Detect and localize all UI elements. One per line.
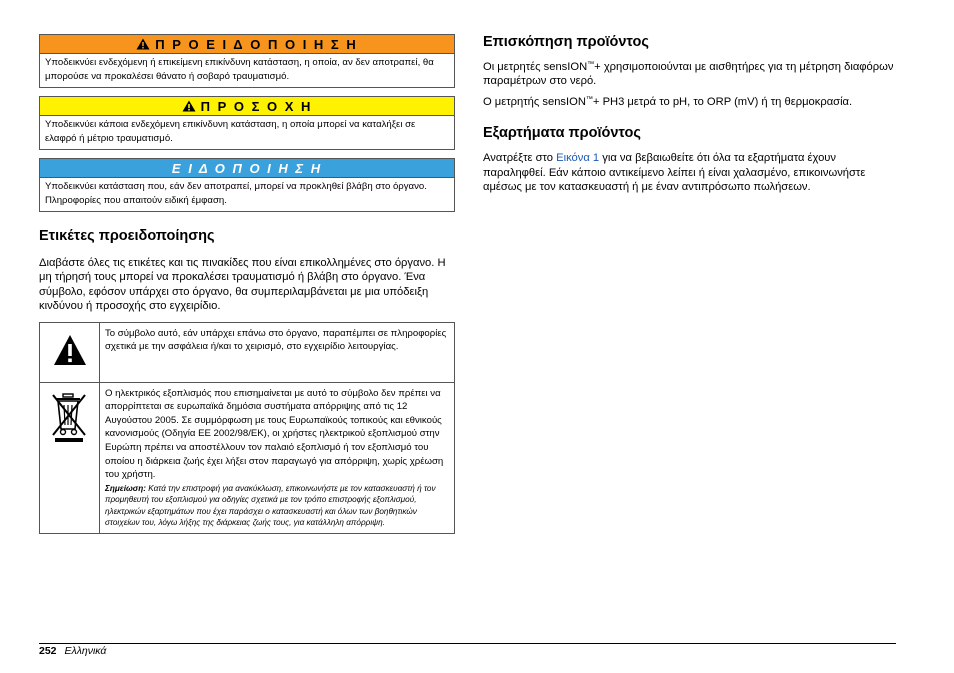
symbol-cell xyxy=(40,322,100,382)
components-heading: Εξαρτήματα προϊόντος xyxy=(483,125,641,142)
trademark-mark: ™ xyxy=(585,95,593,103)
symbol-table xyxy=(39,322,455,534)
danger-alert xyxy=(39,34,455,88)
danger-alert-header xyxy=(40,35,454,54)
components-paragraph xyxy=(483,151,899,194)
note-text: Κατά την επιστροφή για ανακύκλωση, επικοινωνήστε με τον κατασκευαστή ή τον προμηθευτή του εξοπλισμού για οδηγίες σχετικά με τον τρόπο επιστροφής εξοπλισμού, ηλεκτρικών εξαρτημάτων που έχει παράσχει ο κατασκευαστή και όλων των βοηθητικών στοιχείων του, λόγω λήξης της διάρκειας ζωής τους, για κατάλληλη απόρριψη. xyxy=(105,483,436,528)
weee-note xyxy=(105,483,449,529)
danger-alert-title: Π Ρ Ο Ε Ι Δ Ο Π Ο Ι Η Σ Η xyxy=(155,36,358,52)
notice-alert-title: Ε Ι Δ Ο Π Ο Ι Η Σ Η xyxy=(171,160,323,176)
overview-p2-text-cont: + PH3 μετρά το pH, το ORP (mV) ή τη θερμοκρασία. xyxy=(592,95,853,108)
page-number: 252 xyxy=(39,645,57,657)
symbol-cell xyxy=(40,382,100,533)
labels-heading: Ετικέτες προειδοποίησης xyxy=(39,228,215,244)
overview-p1-text: Οι μετρητές sensION xyxy=(483,61,588,73)
components-text: Ανατρέξτε στο xyxy=(483,152,557,165)
warning-triangle-icon xyxy=(136,38,150,50)
weee-text: Ο ηλεκτρικός εξοπλισμός που επισημαίνεται με αυτό το σύμβολο δεν πρέπει να απορρίπτεται σε ευρωπαϊκά δημόσια συστήματα απόρριψης από τις 12 Αυγούστου 2005. Σε συμμόρφωση με τους Ευρωπαϊκούς τοπικούς και εθνικούς κανονισμούς (Οδηγία ΕΕ 2002/98/ΕΚ), οι χρήστες ηλεκτρικού εξοπλισμού στην Ευρώπη πρέπει να αποστέλλουν τον παλαιό εξοπλισμό ή τον εξοπλισμό του οποίου η διάρκεια ζωής έχει λήξει στον παραγωγό για απόρριψη, χωρίς χρέωση του χρήστη. xyxy=(105,387,444,481)
notice-alert-header xyxy=(40,159,454,178)
caution-alert-header xyxy=(40,97,454,116)
warning-triangle-icon xyxy=(182,100,196,112)
trademark-mark: ™ xyxy=(587,61,595,68)
note-label: Σημείωση: xyxy=(105,483,146,493)
table-row xyxy=(40,382,455,533)
table-row xyxy=(40,322,455,382)
figure-link[interactable]: Εικόνα 1 xyxy=(556,152,600,165)
page-footer xyxy=(39,645,106,657)
labels-paragraph: Διαβάστε όλες τις ετικέτες και τις πινακίδες που είναι επικολλημένες στο όργανο. Η μη τήρησή τους μπορεί να προκαλέσει τραυματισμό ή βλάβη στο όργανο. Ένα σύμβολο, εφόσον υπάρχει στο όργανο, θα συμπεριλαμβάνεται με μια υπόδειξη κινδύνου ή προσοχής στο εγχειρίδιο. xyxy=(39,257,446,313)
warning-triangle-icon xyxy=(53,334,87,366)
weee-description xyxy=(100,382,455,533)
footer-language: Ελληνικά xyxy=(64,645,107,657)
overview-heading: Επισκόπηση προϊόντος xyxy=(483,34,649,50)
overview-p1-text-cont: + χρησιμοποιούνται με αισθητήρες για τη μέτρηση διαφόρων παραμέτρων στο νερό. xyxy=(483,61,894,88)
overview-paragraph-1 xyxy=(483,60,899,89)
caution-alert-text: Υποδεικνύει κάποια ενδεχόμενη επικίνδυνη κατάσταση, η οποία μπορεί να καταλήξει σε ελαφρό ή μέτριο τραυματισμό. xyxy=(45,119,416,144)
notice-alert-text: Υποδεικνύει κατάσταση που, εάν δεν αποτραπεί, μπορεί να προκληθεί βλάβη στο όργανο. Πληροφορίες που απαιτούν ειδική έμφαση. xyxy=(45,181,427,206)
overview-paragraph-2 xyxy=(483,95,899,109)
footer-divider xyxy=(39,643,896,644)
notice-alert xyxy=(39,158,455,212)
overview-p2-text: Ο μετρητής sensION xyxy=(483,95,586,108)
caution-alert xyxy=(39,96,455,150)
weee-crossed-bin-icon xyxy=(50,391,90,443)
caution-alert-title: Π Ρ Ο Σ Ο Χ Η xyxy=(200,98,313,114)
right-column xyxy=(483,34,899,194)
symbol-description: Το σύμβολο αυτό, εάν υπάρχει επάνω στο όργανο, παραπέμπει σε πληροφορίες σχετικά με την ασφάλεια ή/και το χειρισμό, στο εγχειρίδιο λειτουργίας. xyxy=(100,322,455,382)
components-text-cont: για να βεβαιωθείτε ότι όλα τα εξαρτήματα έχουν παραληφθεί. Εάν κάποιο αντικείμενο λείπει ή είναι χαλασμένο, επικοινωνήστε αμέσως με τον κατασκευαστή ή με έναν αντιπρόσωπο πωλήσεων. xyxy=(483,152,866,194)
left-column xyxy=(39,34,455,534)
danger-alert-text: Υποδεικνύει ενδεχόμενη ή επικείμενη επικίνδυνη κατάσταση, η οποία, αν δεν αποτραπεί, θα μπορούσε να προκαλέσει θάνατο ή σοβαρό τραυματισμό. xyxy=(45,57,434,82)
